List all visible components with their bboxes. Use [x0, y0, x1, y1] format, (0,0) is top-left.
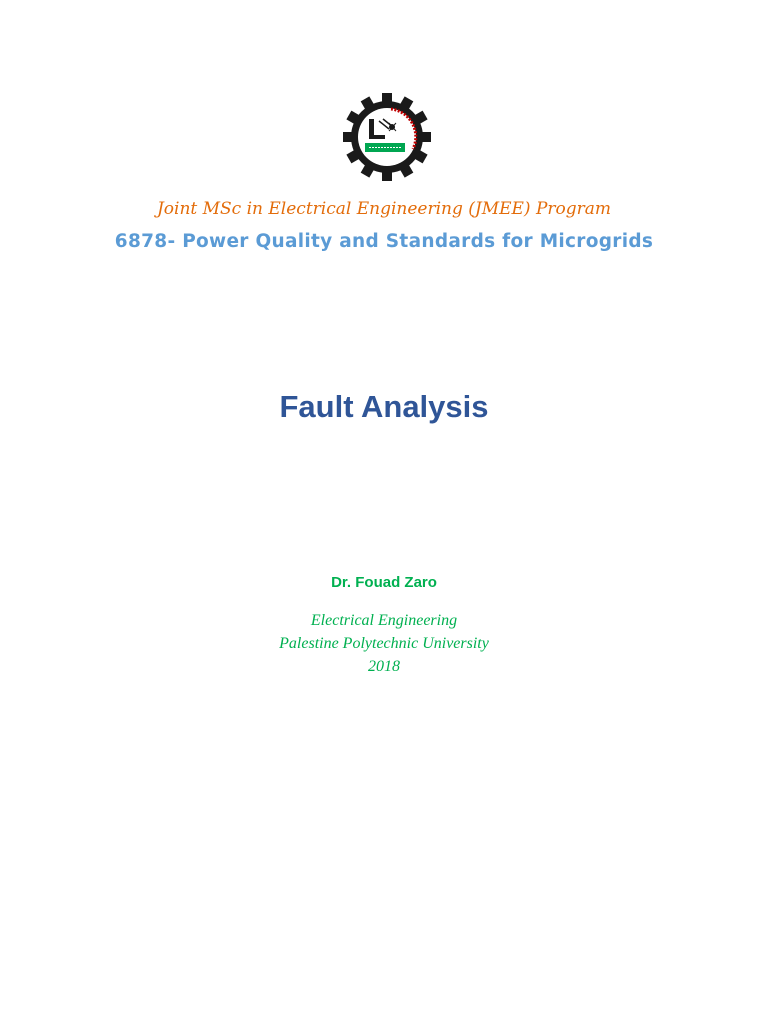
university: Palestine Polytechnic University [279, 635, 489, 652]
university-seal-icon [341, 93, 433, 181]
document-title: Fault Analysis [279, 389, 489, 424]
department: Electrical Engineering [310, 612, 458, 629]
author-name: Dr. Fouad Zaro [331, 574, 437, 591]
course-title: 6878- Power Quality and Standards for Microgrids [114, 231, 654, 252]
year: 2018 [368, 658, 400, 675]
program-name: Joint MSc in Electrical Engineering (JMEE) Program [156, 199, 612, 219]
